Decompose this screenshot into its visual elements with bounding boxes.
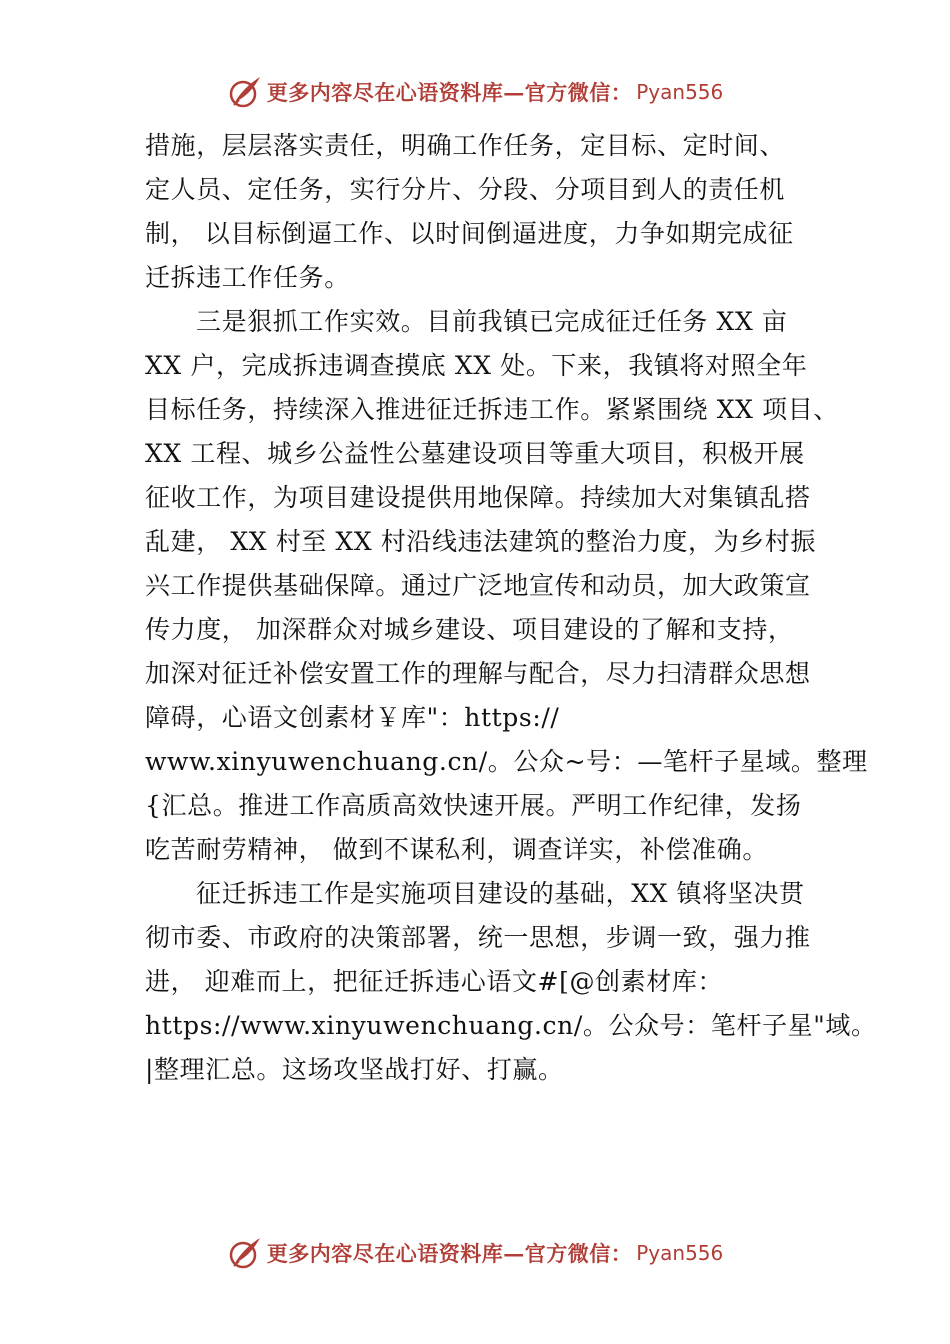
- text-line: 迁拆违工作任务。: [145, 263, 350, 292]
- header-watermark-banner: [0, 72, 950, 112]
- text-line: 目标任务，持续深入推进征迁拆违工作。紧紧围绕 XX 项目、: [145, 395, 839, 424]
- text-line: 征迁拆违工作是实施项目建设的基础，XX 镇将坚决贯: [196, 879, 805, 908]
- text-line: 定人员、定任务，实行分片、分段、分项目到人的责任机: [145, 175, 786, 204]
- banner-text: 更多内容尽在心语资料库—官方微信：: [266, 80, 633, 105]
- text-line: 征收工作，为项目建设提供用地保障。持续加大对集镇乱搭: [145, 483, 811, 512]
- text-line: 彻市委、市政府的决策部署，统一思想，步调一致，强力推: [145, 923, 811, 952]
- text-line: 吃苦耐劳精神， 做到不谋私利，调查详实，补偿准确。: [145, 835, 768, 864]
- banner-wechat-id: Pyan556: [636, 80, 724, 104]
- text-line: 障碍，心语文创素材￥库"：https://: [145, 703, 560, 732]
- text-line: 进， 迎难而上，把征迁拆违心语文#[@创素材库：: [145, 967, 724, 996]
- text-line: 加深对征迁补偿安置工作的理解与配合，尽力扫清群众思想: [145, 659, 811, 688]
- text-line: {汇总。推进工作高质高效快速开展。严明工作纪律，发扬: [145, 791, 802, 820]
- quill-logo-icon: [227, 1235, 263, 1271]
- text-line: 措施，层层落实责任，明确工作任务，定目标、定时间、: [145, 131, 786, 160]
- footer-watermark-banner: [0, 1233, 950, 1273]
- text-line: 制， 以目标倒逼工作、以时间倒逼进度，力争如期完成征: [145, 219, 794, 248]
- text-line: XX 工程、城乡公益性公墓建设项目等重大项目，积极开展: [145, 439, 805, 468]
- banner-text: 更多内容尽在心语资料库—官方微信：: [266, 1241, 633, 1266]
- text-line: |整理汇总。这场攻坚战打好、打赢。: [145, 1055, 564, 1084]
- text-line: XX 户，完成拆违调查摸底 XX 处。下来，我镇将对照全年: [145, 351, 808, 380]
- text-line: 乱建， XX 村至 XX 村沿线违法建筑的整治力度，为乡村振: [145, 527, 816, 556]
- text-line: 兴工作提供基础保障。通过广泛地宣传和动员，加大政策宣: [145, 571, 811, 600]
- text-line: 三是狠抓工作实效。目前我镇已完成征迁任务 XX 亩: [196, 307, 788, 336]
- text-line: 传力度， 加深群众对城乡建设、项目建设的了解和支持，: [145, 615, 794, 644]
- text-line: www.xinyuwenchuang.cn/。公众~号：—笔杆子星域。整理: [145, 747, 868, 776]
- text-line: https://www.xinyuwenchuang.cn/。公众号：笔杆子星"域。: [145, 1011, 877, 1040]
- banner-wechat-id: Pyan556: [636, 1241, 724, 1265]
- quill-logo-icon: [227, 74, 263, 110]
